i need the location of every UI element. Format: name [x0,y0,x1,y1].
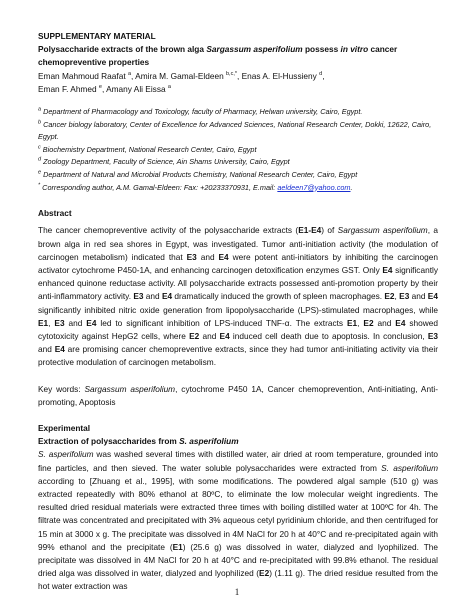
experimental-heading: Experimental [38,423,91,434]
affiliations [38,106,438,194]
extraction-subheading: Extraction of polysaccharides from S. asperifolium [38,436,239,447]
affiliation-b: $^b$ Cancer biology laboratory, Center of Excellence for Advanced Sciences, National Research Center, Dokki, 12622, Cairo, Egypt. [38,119,432,142]
affiliation-e: $^e$ Department of Natural and Microbial Products Chemistry, National Research Center, Cairo, Egypt [38,169,358,179]
paper-title: Polysaccharide extracts of the brown alga Sargassum asperifolium possess in vitro cancer chemopreventive properties [38,44,398,68]
author-list: Eman Mahmoud Raafat $^a$, Amira M. Gamal-Eldeen $^{b,c,*}$, Enas A. El-Hussieny $^d$, Eman F. Ahmed $^e$, Amany Ali Eissa $^a$ [38,70,325,94]
affiliation-a: $^a$ Department of Pharmacology and Toxicology, faculty of Pharmacy, Helwan university, Cairo, Egypt. [38,106,363,117]
affiliation-c: $^c$ Biochemistry Department, National Research Center, Cairo, Egypt [38,144,257,154]
supplementary-label: SUPPLEMENTARY MATERIAL [38,31,156,41]
affiliation-d: $^d$ Zoology Department, Faculty of Science, Ain Shams University, Cairo, Egypt [38,156,290,167]
email-link[interactable]: aeldeen7@yahoo.com [277,182,351,192]
corresponding-author: * Corresponding author, A.M. Gamal-Eldeen: Fax: +20233370931, E.mail: aeldeen7@yahoo.com. [38,182,353,192]
abstract-text: The cancer chemopreventive activity of the polysaccharide extracts (E1-E4) of Sargassum asperifolium, a brown alga in red sea shores in Egypt, was investigated. Tumor anti-initiation activity (the modulation of carcinogen metabolism) indicated that E3 and E4 were potent anti-initiators by inhibiting the carcinogen activator cytochrome P450-1A, and enhancing carcinogen detoxification enzymes GST. Only E4 significantly enhanced quinone reductase activity. All polysaccharide extracts possessed anti-promotion property by their anti-inflammatory activity. E3 and E4 dramatically induced the growth of spleen macrophages. E2, E3 and E4 significantly inhibited nitric oxide generation from lipopolysaccharide (LPS)-stimulated macrophages, while E1, E3 and E4 led to significant inhibition of LPS-induced TNF-α. The extracts E1, E2 and E4 showed cytotoxicity against HepG2 cells, where E2 and E4 induced cell death due to apoptosis. In conclusion, E3 and E4 are promising cancer chemopreventive extracts, since they had tumor anti-initiating activity via their protective modulation of carcinogen metabolism. [38,225,439,368]
abstract-heading: Abstract [38,208,72,219]
extraction-paragraph: S. asperifolium was washed several times with distilled water, air dried at room temperature, grounded into fine particles, and then sieved. The water soluble polysaccharides were extracted from S. asperifolium according to [Zhuang et al., 1995], with some modifications. The powdered algal sample (510 g) was extracted repeatedly with 80% ethanol at 80ºC, to eliminate the low molecular weight ingredients. The resulted dried residual materials were extracted three times with boiling distilled water at 100ºC for 4h. The filtrate was concentrated and precipitated with 3% aqueous cetyl pyridinium chloride, and then centrifuged for 15 min at 3000 x g. The precipitate was dissolved in 4M NaCl for 20 h at 40°C and re-precipitated again with 99% ethanol and the precipitate (E1) (25.6 g) was dissolved in water, dialyzed and lyophilized. The precipitate was dissolved in 4M NaCl for 20 h at 40°C and re-precipitated with 99.8% ethanol. The residual dried alga was dissolved in water, dialyzed and lyophilized (E2) (1.11 g). The dried residue resulted from the hot water extraction was [38,449,438,592]
keywords: Key words: Sargassum asperifolium, cytochrome P450 1A, Cancer chemoprevention, Anti-initiating, Anti-promoting, Apoptosis [38,383,438,407]
page-number: 1 [234,587,240,597]
document-page [38,30,438,594]
